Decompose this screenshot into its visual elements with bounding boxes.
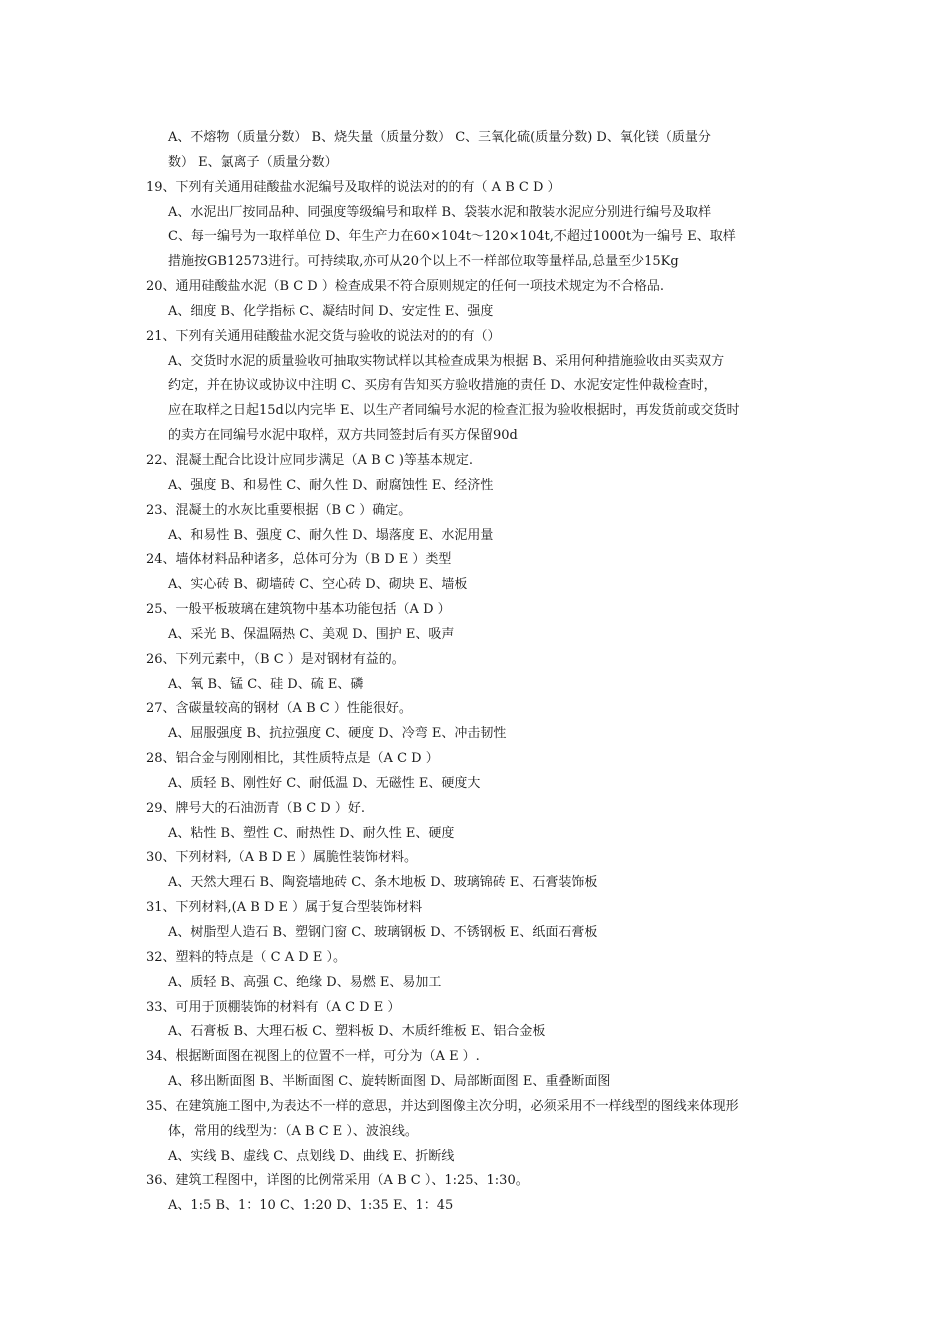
option-line: A、氧 B、锰 C、硅 D、硫 E、磷 xyxy=(168,676,364,692)
option-line: A、采光 B、保温隔热 C、美观 D、围护 E、吸声 xyxy=(168,626,455,642)
option-line: C、每一编号为一取样单位 D、年生产力在60×104t～120×104t,不超过1000t为一编号 E、取样 xyxy=(168,229,736,245)
option-line: A、交货时水泥的质量验收可抽取实物试样以其检查成果为根据 B、采用何种措施验收由买卖双方 xyxy=(168,353,725,369)
option-line: 数） E、氯离子（质量分数） xyxy=(168,154,338,170)
option-line: A、强度 B、和易性 C、耐久性 D、耐腐蚀性 E、经济性 xyxy=(168,477,494,493)
option-line: A、细度 B、化学指标 C、凝结时间 D、安定性 E、强度 xyxy=(168,303,494,319)
question-line: 22、混凝土配合比设计应同步满足（A B C )等基本规定. xyxy=(146,452,474,468)
option-line: A、粘性 B、塑性 C、耐热性 D、耐久性 E、硬度 xyxy=(168,825,455,841)
question-line: 31、下列材料,(A B D E ）属于复合型装饰材料 xyxy=(146,900,423,916)
question-line: 24、墙体材料品种诸多，总体可分为（B D E ）类型 xyxy=(146,552,452,568)
option-line: A、质轻 B、高强 C、绝缘 D、易燃 E、易加工 xyxy=(168,974,442,990)
question-line: 28、铝合金与刚刚相比，其性质特点是（A C D ） xyxy=(146,751,439,767)
question-line: 35、在建筑施工图中,为表达不一样的意思，并达到图像主次分明，必须采用不一样线型的图线来体现形 xyxy=(146,1098,739,1114)
option-line: A、天然大理石 B、陶瓷墙地砖 C、条木地板 D、玻璃锦砖 E、石膏装饰板 xyxy=(168,875,598,891)
question-line: 27、含碳量较高的钢材（A B C ）性能很好。 xyxy=(146,701,412,717)
option-line: 措施按GB12573进行。可持续取,亦可从20个以上不一样部位取等量样品,总量至少15Kg xyxy=(168,254,679,270)
question-line: 20、通用硅酸盐水泥（B C D ）检查成果不符合原则规定的任何一项技术规定为不合格品. xyxy=(146,279,664,295)
option-line: A、1:5 B、1：10 C、1:20 D、1:35 E、1：45 xyxy=(168,1198,454,1214)
option-line: A、水泥出厂按同品种、同强度等级编号和取样 B、袋装水泥和散装水泥应分别进行编号及取样 xyxy=(168,204,712,220)
question-line: 32、塑料的特点是（ C A D E ）。 xyxy=(146,949,346,965)
question-line: 23、混凝土的水灰比重要根据（B C ）确定。 xyxy=(146,502,412,518)
option-line: A、质轻 B、刚性好 C、耐低温 D、无磁性 E、硬度大 xyxy=(168,775,481,791)
option-line: 体，常用的线型为：（A B C E ）、波浪线。 xyxy=(168,1123,418,1139)
option-line: 应在取样之日起15d以内完毕 E、以生产者同编号水泥的检查汇报为验收根据时，再发货前或交货时 xyxy=(168,403,740,419)
option-line: 约定，并在协议或协议中注明 C、买房有告知买方验收措施的责任 D、水泥安定性仲裁检查时， xyxy=(168,378,717,394)
option-line: A、树脂型人造石 B、塑钢门窗 C、玻璃钢板 D、不锈钢板 E、纸面石膏板 xyxy=(168,925,598,940)
question-line: 19、下列有关通用硅酸盐水泥编号及取样的说法对的的有（ A B C D ） xyxy=(146,179,561,195)
option-line: A、和易性 B、强度 C、耐久性 D、塌落度 E、水泥用量 xyxy=(168,527,494,543)
option-line: A、石膏板 B、大理石板 C、塑料板 D、木质纤维板 E、铝合金板 xyxy=(168,1024,546,1040)
option-line: A、实线 B、虚线 C、点划线 D、曲线 E、折断线 xyxy=(168,1148,455,1164)
question-line: 29、牌号大的石油沥青（B C D ）好. xyxy=(146,800,365,816)
option-line: A、移出断面图 B、半断面图 C、旋转断面图 D、局部断面图 E、重叠断面图 xyxy=(168,1074,611,1090)
question-line: 26、下列元素中，（B C ）是对钢材有益的。 xyxy=(146,651,405,667)
option-line: A、不熔物（质量分数） B、烧失量（质量分数） C、三氧化硫(质量分数) D、氧化镁（质量分 xyxy=(168,130,711,145)
option-line: A、实心砖 B、砌墙砖 C、空心砖 D、砌块 E、墙板 xyxy=(168,577,468,593)
question-line: 30、下列材料,（A B D E ）属脆性装饰材料。 xyxy=(146,850,418,866)
question-line: 25、一般平板玻璃在建筑物中基本功能包括（A D ） xyxy=(146,602,451,618)
question-line: 33、可用于顶棚装饰的材料有（A C D E ） xyxy=(146,999,401,1015)
question-list xyxy=(146,126,810,1219)
question-line: 34、根据断面图在视图上的位置不一样，可分为（A E ）. xyxy=(146,1049,480,1065)
question-line: 21、下列有关通用硅酸盐水泥交货与验收的说法对的的有（） xyxy=(146,328,501,344)
option-line: A、屈服强度 B、抗拉强度 C、硬度 D、冷弯 E、冲击韧性 xyxy=(168,726,507,742)
option-line: 的卖方在同编号水泥中取样，双方共同签封后有买方保留90d xyxy=(168,428,518,444)
question-line: 36、建筑工程图中，详图的比例常采用（A B C ）、1:25、1:30。 xyxy=(146,1173,529,1189)
